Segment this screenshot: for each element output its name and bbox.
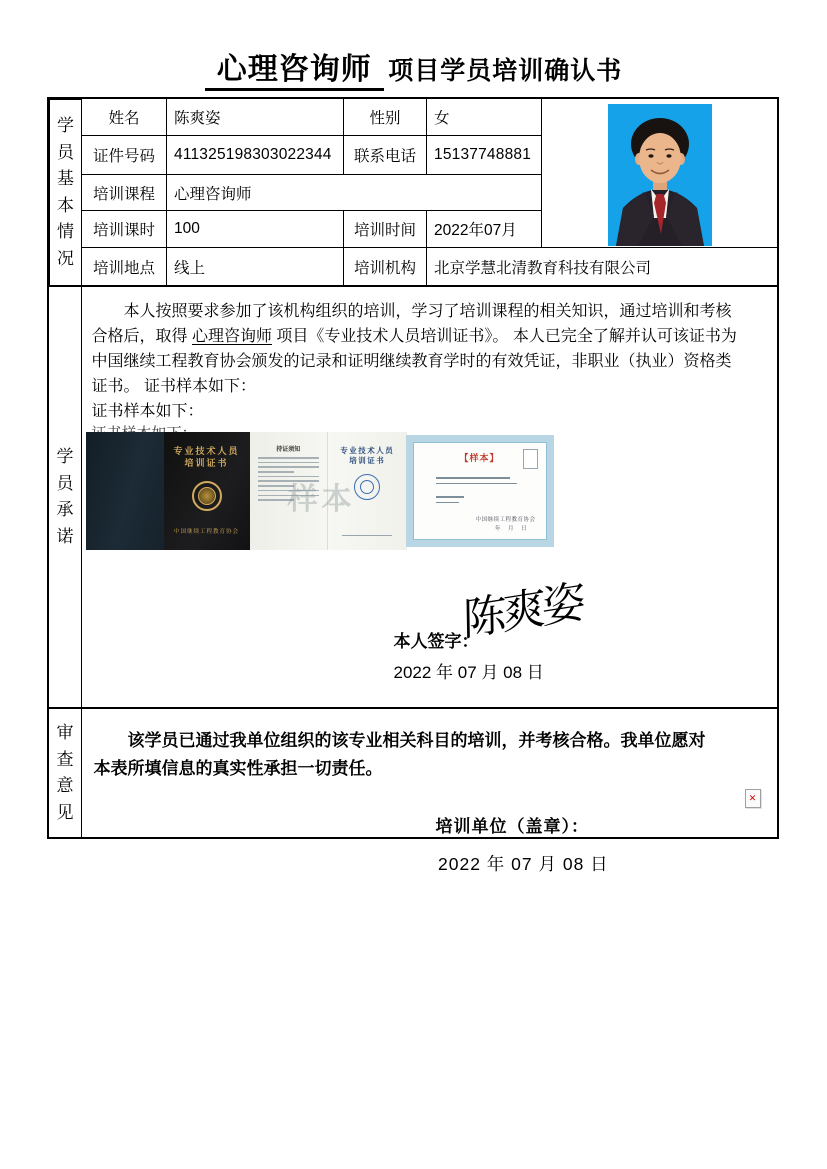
org-value: 北京学慧北清教育科技有限公司 <box>426 247 777 285</box>
place-value: 线上 <box>166 247 343 285</box>
portrait-photo-graphic <box>608 104 712 246</box>
text-line-decoration <box>436 483 518 485</box>
commitment-paragraph <box>84 287 764 399</box>
name-label: 姓名 <box>81 99 166 135</box>
certificate-back-cover-image <box>86 432 164 550</box>
gold-emblem-icon <box>192 481 222 511</box>
section-header-review <box>49 709 82 837</box>
vertical-label: 学员承诺 <box>56 447 74 546</box>
text-line-decoration <box>258 462 320 464</box>
blue-seal-icon <box>354 474 380 500</box>
basic-info-section <box>49 99 777 285</box>
org-label: 培训机构 <box>343 247 426 285</box>
cover-title-line2: 培训证书 <box>184 458 229 468</box>
inner-title-line1: 专业技术人员 <box>340 446 395 455</box>
commitment-section <box>49 285 777 707</box>
id-photo <box>608 104 712 246</box>
gender-value: 女 <box>426 99 541 135</box>
vertical-label: 学员基本情况 <box>57 116 74 268</box>
text-line-decoration <box>436 502 459 504</box>
signature-date: 2022 年 07 月 08 日 <box>393 663 544 682</box>
certificate-samples <box>84 432 778 554</box>
gender-label: 性别 <box>343 99 426 135</box>
pledge-text-after: 项目《专业技术人员培训证书》。 本人已完全了解并认可该证书为中国继续工程教育协会颁发的记录和证明继续教育学时的有效凭证，非职业（执业）资格类证书。 证书样本如下： <box>91 328 737 395</box>
notice-title: 持证须知 <box>276 447 301 453</box>
signature-label: 本人签字： <box>393 632 479 651</box>
review-content <box>84 709 778 837</box>
cover-title-line1: 专业技术人员 <box>173 446 240 456</box>
cover-issuer: 中国继续工程教育协会 <box>173 529 239 535</box>
certificate-sample-sheet-image <box>406 435 554 547</box>
title-project-name: 心理咨询师 <box>205 53 384 91</box>
sample-caption: 证书样本如下： <box>91 403 204 420</box>
sample-text-lines <box>436 477 532 506</box>
id-number-label: 证件号码 <box>81 135 166 174</box>
time-value: 2022年07月 <box>426 210 541 247</box>
broken-image-x-glyph: ✕ <box>748 793 757 803</box>
sample-sheet-inner <box>413 442 547 540</box>
certificate-front-cover-image <box>164 432 250 550</box>
sample-watermark: 样本 <box>287 483 356 516</box>
sample-date-line: 年 月 日 <box>494 526 530 532</box>
sample-issuer: 中国继续工程教育协会 <box>475 517 536 523</box>
text-line-decoration <box>342 535 392 537</box>
blue-seal-core <box>360 480 374 494</box>
phone-value: 15137748881 <box>426 135 541 174</box>
section-header-basic-info <box>49 99 81 285</box>
phone-label: 联系电话 <box>343 135 426 174</box>
section-header-commitment <box>49 287 82 707</box>
text-line-decoration <box>258 471 295 473</box>
review-paragraph: 该学员已通过我单位组织的该专业相关科目的培训，并考核合格。我单位愿对本表所填信息的真实性承担一切责任。 <box>93 731 706 778</box>
review-section <box>49 707 777 837</box>
course-label: 培训课程 <box>81 174 166 210</box>
sample-tag: 【样本】 <box>459 453 500 463</box>
gold-emblem-core <box>198 487 216 505</box>
text-line-decoration <box>436 477 511 479</box>
pledge-text-before: 本人按照要求参加了该机构组织的培训，学习了培训课程的相关知识，通过培训和考核合格后，取得 <box>91 303 732 345</box>
place-label: 培训地点 <box>81 247 166 285</box>
pledge-underlined-term: 心理咨询师 <box>191 328 272 345</box>
name-value: 陈爽姿 <box>166 99 343 135</box>
confirmation-table <box>47 97 779 839</box>
page-title <box>0 44 827 88</box>
text-line-decoration <box>258 457 320 459</box>
commitment-content <box>84 287 778 707</box>
course-value: 心理咨询师 <box>166 174 541 210</box>
text-line-decoration <box>258 466 320 468</box>
training-unit-seal-label: 培训单位（盖章）： <box>435 817 589 836</box>
sample-caption-clipped <box>84 424 778 432</box>
footer-date: 2022 年 07 月 08 日 <box>438 854 609 874</box>
id-number-value: 411325198303022344 <box>166 135 343 174</box>
text-line-decoration <box>436 496 465 498</box>
id-photo-cell <box>541 99 777 247</box>
handwritten-signature: 陈爽姿 <box>461 577 582 646</box>
vertical-label: 审查意见 <box>56 723 74 822</box>
hours-label: 培训课时 <box>81 210 166 247</box>
inner-title-line2: 培训证书 <box>349 456 386 465</box>
time-label: 培训时间 <box>343 210 426 247</box>
inner-title <box>328 446 407 466</box>
certificate-inner-pages-image <box>250 432 407 550</box>
broken-image-icon <box>745 789 761 808</box>
title-suffix: 项目学员培训确认书 <box>388 57 623 85</box>
photo-placeholder-box <box>523 449 538 469</box>
cover-title <box>173 445 239 469</box>
hours-value: 100 <box>166 210 343 247</box>
